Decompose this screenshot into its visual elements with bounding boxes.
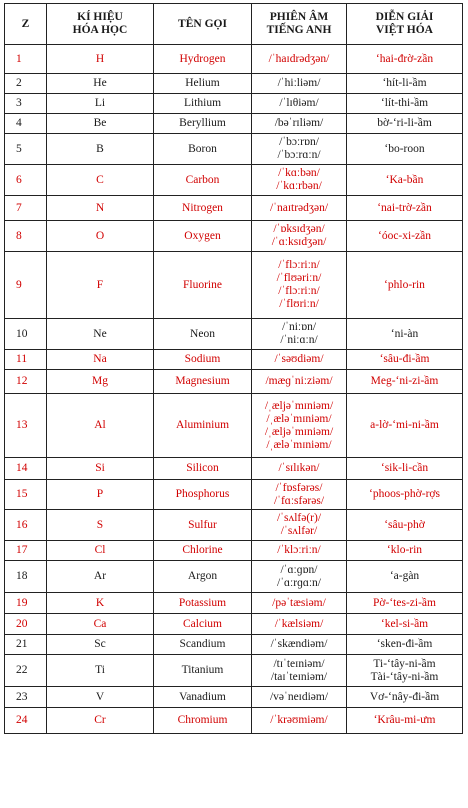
ipa-line: /ˈɑːɡɒn/ bbox=[280, 563, 318, 576]
ipa-line: /ˈniːɑːn/ bbox=[280, 334, 318, 346]
cell-z: 21 bbox=[5, 635, 47, 655]
cell-vn bbox=[347, 196, 463, 221]
cell-name: Helium bbox=[154, 74, 252, 94]
cell-ipa bbox=[252, 196, 347, 221]
ipa-line: /ˈbɔːrɒn/ bbox=[279, 136, 319, 148]
cell-name: Argon bbox=[154, 561, 252, 593]
header-ipa-line-1: PHIÊN ÂM bbox=[269, 11, 329, 23]
ipa-line: /ˈsɪlɪkən/ bbox=[278, 462, 320, 474]
header-vn-line-1: DIỄN GIẢI bbox=[375, 11, 434, 23]
cell-vn bbox=[347, 45, 463, 74]
cell-z: 9 bbox=[5, 252, 47, 319]
cell-name: Lithium bbox=[154, 94, 252, 114]
table-row bbox=[5, 561, 463, 593]
table-row bbox=[5, 350, 463, 370]
vn-line: a-lờ-‘mi-ni-ầm bbox=[370, 419, 439, 431]
vn-line: bờ-‘ri-li-ầm bbox=[377, 117, 432, 129]
cell-ipa bbox=[252, 510, 347, 541]
cell-vn bbox=[347, 614, 463, 635]
cell-ipa bbox=[252, 614, 347, 635]
cell-ipa bbox=[252, 319, 347, 350]
cell-ipa bbox=[252, 394, 347, 458]
header-name: TÊN GỌI bbox=[154, 4, 252, 45]
cell-ipa bbox=[252, 134, 347, 165]
cell-ipa bbox=[252, 45, 347, 74]
ipa-line: /tɪˈteɪniəm/ bbox=[273, 657, 325, 670]
header-symbol-line-1: KÍ HIỆU bbox=[77, 11, 123, 23]
ipa-line: /ˈkɑːbən/ bbox=[278, 167, 320, 179]
header-row bbox=[5, 4, 463, 45]
cell-name: Neon bbox=[154, 319, 252, 350]
vn-line: Vơ-‘nây-đi-ầm bbox=[369, 690, 440, 703]
cell-ipa bbox=[252, 593, 347, 614]
ipa-line: /taɪˈteɪniəm/ bbox=[270, 670, 328, 683]
table-row bbox=[5, 687, 463, 708]
ipa-line: /ˈskændiəm/ bbox=[270, 638, 328, 650]
cell-z: 10 bbox=[5, 319, 47, 350]
cell-vn bbox=[347, 74, 463, 94]
cell-z: 4 bbox=[5, 114, 47, 134]
ipa-line: /ˈkɑːrbən/ bbox=[276, 180, 322, 192]
cell-name: Potassium bbox=[154, 593, 252, 614]
vn-line: ‘sâu-phờ bbox=[384, 518, 425, 531]
ipa-line: /ˈflʊriːn/ bbox=[279, 298, 319, 310]
ipa-line: /ˈsʌlfər/ bbox=[280, 525, 318, 537]
cell-ipa bbox=[252, 635, 347, 655]
cell-z: 2 bbox=[5, 74, 47, 94]
cell-z: 18 bbox=[5, 561, 47, 593]
ipa-line: /ˈklɔːriːn/ bbox=[277, 544, 321, 556]
cell-ipa bbox=[252, 114, 347, 134]
cell-symbol: Ne bbox=[47, 319, 154, 350]
cell-ipa bbox=[252, 655, 347, 687]
cell-symbol: B bbox=[47, 134, 154, 165]
cell-symbol: V bbox=[47, 687, 154, 708]
cell-name: Vanadium bbox=[154, 687, 252, 708]
cell-name: Sodium bbox=[154, 350, 252, 370]
cell-ipa bbox=[252, 165, 347, 196]
header-vn-line-2: VIỆT HÓA bbox=[376, 24, 433, 36]
cell-vn bbox=[347, 252, 463, 319]
cell-name: Sulfur bbox=[154, 510, 252, 541]
table-row bbox=[5, 510, 463, 541]
header-ipa bbox=[252, 4, 347, 45]
cell-name: Carbon bbox=[154, 165, 252, 196]
element-table bbox=[4, 3, 463, 734]
table-row bbox=[5, 221, 463, 252]
cell-symbol: Be bbox=[47, 114, 154, 134]
table-row bbox=[5, 394, 463, 458]
vn-line: ‘sik-li-cần bbox=[380, 462, 429, 474]
vn-line: ‘ni-àn bbox=[390, 327, 419, 340]
vn-line: Ti-‘tây-ni-ầm bbox=[373, 657, 436, 670]
vn-line: ‘hít-li-ầm bbox=[382, 77, 427, 89]
ipa-line: /ˈhaɪdrədʒən/ bbox=[268, 52, 330, 65]
cell-ipa bbox=[252, 370, 347, 394]
cell-vn bbox=[347, 458, 463, 480]
cell-symbol: Ar bbox=[47, 561, 154, 593]
header-ipa-line-2: TIẾNG ANH bbox=[266, 24, 332, 36]
cell-name: Beryllium bbox=[154, 114, 252, 134]
ipa-line: /ˈsʌlfə(r)/ bbox=[276, 512, 322, 524]
element-table-container bbox=[4, 3, 462, 734]
vn-line: ‘óoc-xi-zần bbox=[378, 229, 431, 242]
cell-symbol: P bbox=[47, 480, 154, 510]
cell-z: 15 bbox=[5, 480, 47, 510]
ipa-line: /ˈɑːrɡɑːn/ bbox=[277, 576, 321, 589]
cell-vn bbox=[347, 708, 463, 734]
cell-symbol: Li bbox=[47, 94, 154, 114]
vn-line: ‘Ka-bần bbox=[385, 173, 424, 186]
table-row bbox=[5, 541, 463, 561]
table-row bbox=[5, 196, 463, 221]
table-row bbox=[5, 458, 463, 480]
cell-z: 16 bbox=[5, 510, 47, 541]
ipa-line: /mæɡˈniːziəm/ bbox=[265, 375, 333, 387]
ipa-line: /ˌæləˈmɪniəm/ bbox=[266, 438, 332, 451]
table-row bbox=[5, 480, 463, 510]
ipa-line: /ˈhiːliəm/ bbox=[277, 77, 321, 89]
table-row bbox=[5, 114, 463, 134]
table-row bbox=[5, 635, 463, 655]
table-row bbox=[5, 45, 463, 74]
cell-symbol: C bbox=[47, 165, 154, 196]
cell-ipa bbox=[252, 94, 347, 114]
cell-ipa bbox=[252, 458, 347, 480]
cell-name: Oxygen bbox=[154, 221, 252, 252]
cell-z: 19 bbox=[5, 593, 47, 614]
ipa-line: /ˈkælsiəm/ bbox=[274, 617, 324, 630]
cell-name: Silicon bbox=[154, 458, 252, 480]
ipa-line: /ˈfɑːsfərəs/ bbox=[273, 494, 325, 507]
header-symbol bbox=[47, 4, 154, 45]
vn-line: Tài-‘tây-ni-ầm bbox=[370, 670, 439, 683]
cell-vn bbox=[347, 221, 463, 252]
cell-vn bbox=[347, 134, 463, 165]
cell-vn bbox=[347, 635, 463, 655]
vn-line: ‘hai-đrờ-zần bbox=[375, 52, 434, 65]
ipa-line: /ˈnaɪtrədʒən/ bbox=[269, 201, 329, 214]
vn-line: Meg-‘ni-zi-ầm bbox=[370, 375, 439, 387]
cell-ipa bbox=[252, 561, 347, 593]
ipa-line: /bəˈrɪliəm/ bbox=[274, 117, 324, 129]
cell-vn bbox=[347, 687, 463, 708]
cell-name: Calcium bbox=[154, 614, 252, 635]
vn-line: ‘bo-roon bbox=[384, 142, 425, 155]
vn-line: ‘a-gàn bbox=[389, 570, 420, 582]
cell-ipa bbox=[252, 541, 347, 561]
table-row bbox=[5, 252, 463, 319]
ipa-line: /ˈflɔːriːn/ bbox=[278, 285, 320, 297]
cell-z: 1 bbox=[5, 45, 47, 74]
table-row bbox=[5, 94, 463, 114]
cell-symbol: O bbox=[47, 221, 154, 252]
ipa-line: /ˌæljəˈmɪniəm/ bbox=[264, 425, 334, 438]
cell-z: 22 bbox=[5, 655, 47, 687]
ipa-line: /ˈɑːksɪdʒən/ bbox=[271, 236, 327, 248]
cell-vn bbox=[347, 94, 463, 114]
cell-name: Titanium bbox=[154, 655, 252, 687]
vn-line: ‘nai-trờ-zần bbox=[377, 201, 432, 214]
ipa-line: /vəˈneɪdiəm/ bbox=[269, 690, 329, 703]
table-row bbox=[5, 74, 463, 94]
ipa-line: /ˈflɔːriːn/ bbox=[278, 259, 320, 271]
cell-z: 13 bbox=[5, 394, 47, 458]
cell-z: 12 bbox=[5, 370, 47, 394]
cell-ipa bbox=[252, 221, 347, 252]
cell-z: 8 bbox=[5, 221, 47, 252]
table-row bbox=[5, 593, 463, 614]
table-row bbox=[5, 708, 463, 734]
cell-ipa bbox=[252, 480, 347, 510]
cell-z: 20 bbox=[5, 614, 47, 635]
cell-ipa bbox=[252, 708, 347, 734]
ipa-line: /ˌæljəˈmɪniəm/ bbox=[264, 399, 334, 412]
cell-vn bbox=[347, 114, 463, 134]
cell-z: 17 bbox=[5, 541, 47, 561]
cell-name: Scandium bbox=[154, 635, 252, 655]
table-row bbox=[5, 134, 463, 165]
cell-vn bbox=[347, 370, 463, 394]
vn-line: ‘phlo-rin bbox=[384, 278, 425, 291]
table-row bbox=[5, 655, 463, 687]
cell-name: Chlorine bbox=[154, 541, 252, 561]
vn-line: ‘sâu-đi-ầm bbox=[379, 353, 430, 365]
table-row bbox=[5, 165, 463, 196]
cell-symbol: S bbox=[47, 510, 154, 541]
cell-name: Fluorine bbox=[154, 252, 252, 319]
ipa-line: /pəˈtæsiəm/ bbox=[272, 596, 326, 609]
cell-symbol: Cl bbox=[47, 541, 154, 561]
cell-symbol: Sc bbox=[47, 635, 154, 655]
cell-vn bbox=[347, 394, 463, 458]
cell-vn bbox=[347, 655, 463, 687]
cell-symbol: Mg bbox=[47, 370, 154, 394]
cell-symbol: N bbox=[47, 196, 154, 221]
cell-vn bbox=[347, 541, 463, 561]
ipa-line: /ˈsəʊdiəm/ bbox=[274, 353, 324, 365]
cell-vn bbox=[347, 561, 463, 593]
cell-name: Phosphorus bbox=[154, 480, 252, 510]
cell-ipa bbox=[252, 687, 347, 708]
cell-z: 6 bbox=[5, 165, 47, 196]
ipa-line: /ˈflʊəriːn/ bbox=[276, 272, 322, 284]
cell-name: Boron bbox=[154, 134, 252, 165]
cell-name: Magnesium bbox=[154, 370, 252, 394]
ipa-line: /ˌæləˈmɪniəm/ bbox=[266, 412, 332, 425]
cell-symbol: Ca bbox=[47, 614, 154, 635]
ipa-line: /ˈniːɒn/ bbox=[281, 321, 317, 333]
vn-line: ‘kel-si-ầm bbox=[380, 617, 429, 630]
cell-symbol: Cr bbox=[47, 708, 154, 734]
cell-ipa bbox=[252, 350, 347, 370]
vn-line: ‘lít-thi-ầm bbox=[380, 97, 429, 109]
header-symbol-line-2: HÓA HỌC bbox=[72, 24, 128, 36]
header-vn bbox=[347, 4, 463, 45]
vn-line: ‘klo-rin bbox=[386, 544, 423, 556]
cell-ipa bbox=[252, 74, 347, 94]
cell-name: Nitrogen bbox=[154, 196, 252, 221]
cell-symbol: Na bbox=[47, 350, 154, 370]
cell-symbol: Si bbox=[47, 458, 154, 480]
cell-z: 3 bbox=[5, 94, 47, 114]
ipa-line: /ˈkrəʊmiəm/ bbox=[270, 714, 328, 726]
cell-vn bbox=[347, 593, 463, 614]
cell-name: Hydrogen bbox=[154, 45, 252, 74]
cell-vn bbox=[347, 350, 463, 370]
cell-z: 14 bbox=[5, 458, 47, 480]
cell-name: Chromium bbox=[154, 708, 252, 734]
cell-symbol: He bbox=[47, 74, 154, 94]
vn-line: ‘phoos-phờ-rợs bbox=[369, 488, 440, 500]
cell-z: 5 bbox=[5, 134, 47, 165]
ipa-line: /ˈɒksɪdʒən/ bbox=[273, 223, 325, 235]
cell-symbol: Ti bbox=[47, 655, 154, 687]
vn-line: Pờ-‘tes-zi-ầm bbox=[373, 596, 436, 609]
cell-z: 7 bbox=[5, 196, 47, 221]
cell-symbol: H bbox=[47, 45, 154, 74]
table-row bbox=[5, 614, 463, 635]
cell-name: Aluminium bbox=[154, 394, 252, 458]
cell-vn bbox=[347, 165, 463, 196]
cell-z: 24 bbox=[5, 708, 47, 734]
cell-symbol: Al bbox=[47, 394, 154, 458]
cell-symbol: F bbox=[47, 252, 154, 319]
cell-vn bbox=[347, 480, 463, 510]
ipa-line: /ˈbɔːrɑːn/ bbox=[277, 149, 321, 161]
cell-vn bbox=[347, 319, 463, 350]
cell-z: 23 bbox=[5, 687, 47, 708]
cell-symbol: K bbox=[47, 593, 154, 614]
table-row bbox=[5, 319, 463, 350]
table-row bbox=[5, 370, 463, 394]
ipa-line: /ˈlɪθiəm/ bbox=[279, 97, 319, 109]
cell-ipa bbox=[252, 252, 347, 319]
header-z: Z bbox=[5, 4, 47, 45]
vn-line: ‘Krâu-mi-ưm bbox=[373, 714, 436, 726]
ipa-line: /ˈfɒsfərəs/ bbox=[275, 481, 323, 494]
cell-vn bbox=[347, 510, 463, 541]
cell-z: 11 bbox=[5, 350, 47, 370]
vn-line: ‘sken-đi-ầm bbox=[376, 638, 433, 650]
